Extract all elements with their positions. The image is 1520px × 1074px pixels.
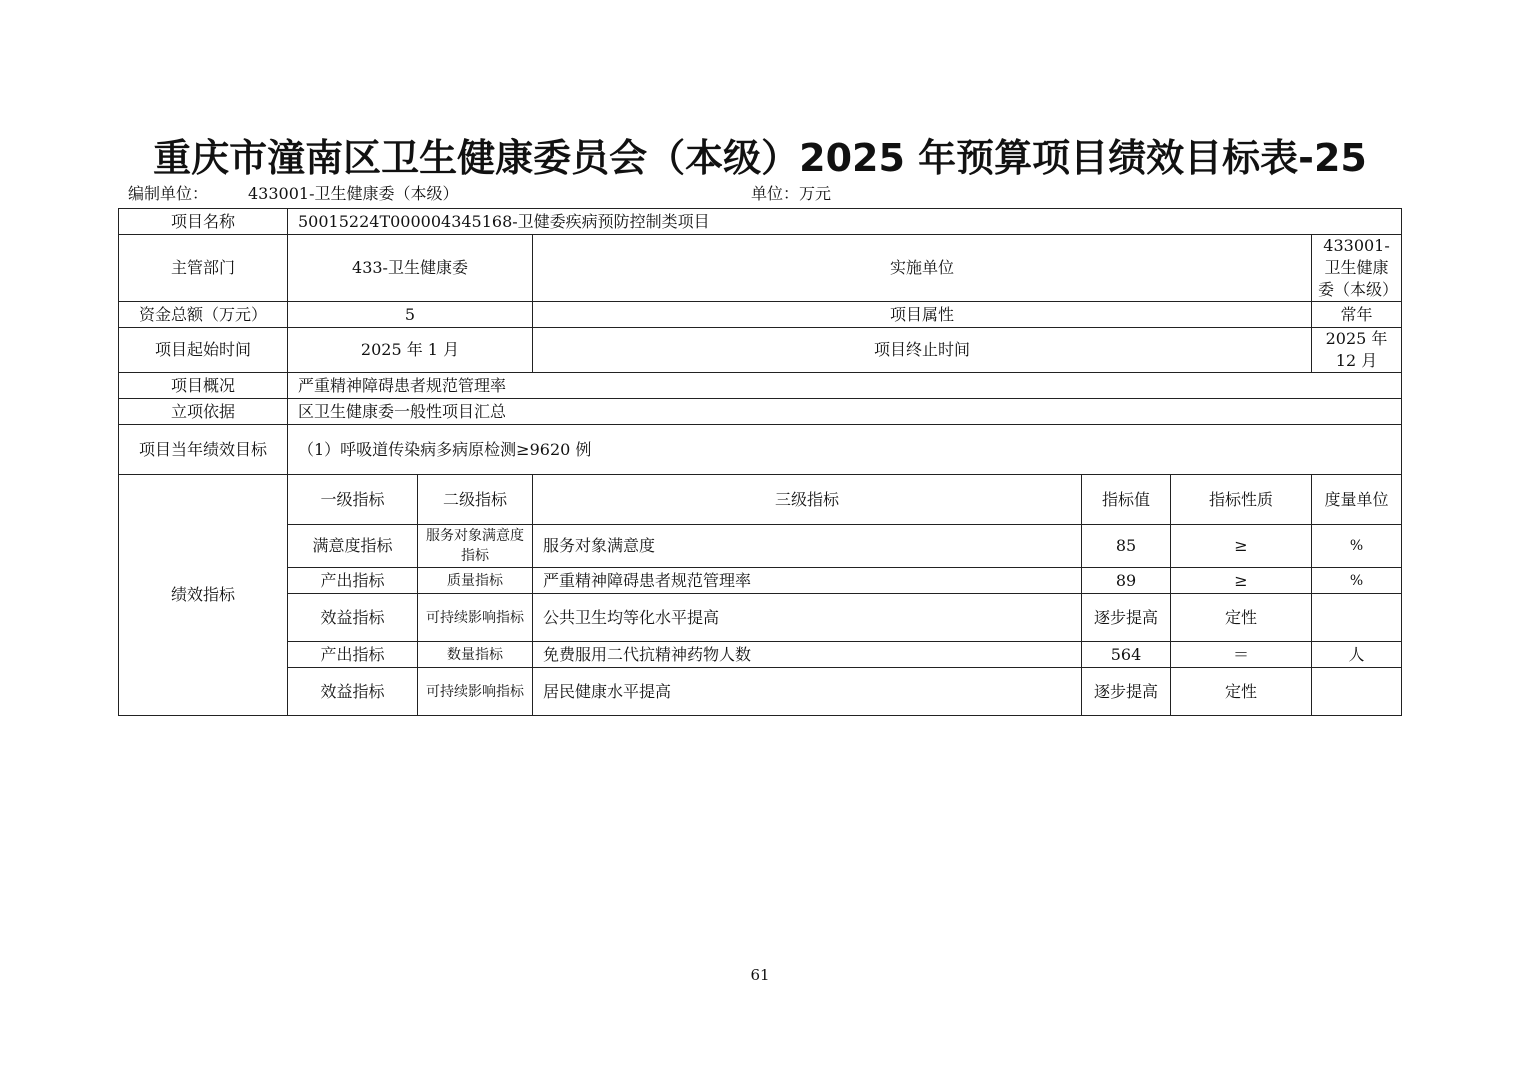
table-row	[119, 668, 1402, 716]
indicator-header-row	[119, 475, 1402, 525]
dept-label: 主管部门	[119, 235, 288, 302]
indicator-level3: 居民健康水平提高	[533, 668, 1082, 716]
indicators-section-label: 绩效指标	[119, 475, 288, 716]
indicator-level2: 服务对象满意度指标	[418, 525, 533, 568]
unit-label: 编制单位：	[128, 184, 209, 203]
row-dates	[119, 328, 1402, 373]
table-row	[119, 525, 1402, 568]
funds-label: 资金总额（万元）	[119, 302, 288, 328]
project-name-value: 50015224T000004345168-卫健委疾病预防控制类项目	[288, 209, 1402, 235]
end-value: 2025 年 12 月	[1312, 328, 1402, 373]
impl-value: 433001-卫生健康委（本级）	[1312, 235, 1402, 302]
indicator-value: 85	[1082, 525, 1171, 568]
start-value: 2025 年 1 月	[288, 328, 533, 373]
indicator-level3: 免费服用二代抗精神药物人数	[533, 642, 1082, 668]
impl-label: 实施单位	[533, 235, 1312, 302]
page-number: 61	[750, 966, 770, 984]
budget-performance-table	[118, 208, 1402, 716]
row-basis	[119, 399, 1402, 425]
basis-label: 立项依据	[119, 399, 288, 425]
overview-label: 项目概况	[119, 373, 288, 399]
indicator-level2: 数量指标	[418, 642, 533, 668]
basis-value: 区卫生健康委一般性项目汇总	[288, 399, 1402, 425]
indicator-value: 逐步提高	[1082, 668, 1171, 716]
indicator-level1: 产出指标	[288, 642, 418, 668]
indicator-nature: 定性	[1171, 668, 1312, 716]
indicator-unit: %	[1312, 525, 1402, 568]
header-unit: 度量单位	[1312, 475, 1402, 525]
indicator-nature: ＝	[1171, 642, 1312, 668]
currency-label: 单位：万元	[751, 184, 832, 203]
header-level2: 二级指标	[418, 475, 533, 525]
table-row	[119, 568, 1402, 594]
indicator-value: 564	[1082, 642, 1171, 668]
indicator-unit	[1312, 594, 1402, 642]
end-label: 项目终止时间	[533, 328, 1312, 373]
indicator-level3: 严重精神障碍患者规范管理率	[533, 568, 1082, 594]
indicator-unit: 人	[1312, 642, 1402, 668]
header-level1: 一级指标	[288, 475, 418, 525]
header-nature: 指标性质	[1171, 475, 1312, 525]
attr-value: 常年	[1312, 302, 1402, 328]
indicator-nature: ≥	[1171, 525, 1312, 568]
indicator-level2: 质量指标	[418, 568, 533, 594]
row-funds	[119, 302, 1402, 328]
funds-value: 5	[288, 302, 533, 328]
start-label: 项目起始时间	[119, 328, 288, 373]
indicator-level1: 产出指标	[288, 568, 418, 594]
indicator-level3: 服务对象满意度	[533, 525, 1082, 568]
row-department	[119, 235, 1402, 302]
unit-value: 433001-卫生健康委（本级）	[248, 184, 459, 203]
dept-value: 433-卫生健康委	[288, 235, 533, 302]
indicator-level1: 效益指标	[288, 668, 418, 716]
indicator-nature: ≥	[1171, 568, 1312, 594]
goal-label: 项目当年绩效目标	[119, 425, 288, 475]
indicator-level3: 公共卫生均等化水平提高	[533, 594, 1082, 642]
indicator-nature: 定性	[1171, 594, 1312, 642]
indicator-level2: 可持续影响指标	[418, 594, 533, 642]
indicator-value: 逐步提高	[1082, 594, 1171, 642]
row-overview	[119, 373, 1402, 399]
project-name-label: 项目名称	[119, 209, 288, 235]
indicator-value: 89	[1082, 568, 1171, 594]
overview-value: 严重精神障碍患者规范管理率	[288, 373, 1402, 399]
table-row	[119, 594, 1402, 642]
indicator-unit: %	[1312, 568, 1402, 594]
page-title: 重庆市潼南区卫生健康委员会（本级）2025 年预算项目绩效目标表-25	[153, 136, 1367, 180]
indicator-level1: 满意度指标	[288, 525, 418, 568]
attr-label: 项目属性	[533, 302, 1312, 328]
indicator-unit	[1312, 668, 1402, 716]
table-row	[119, 642, 1402, 668]
header-level3: 三级指标	[533, 475, 1082, 525]
goal-value: （1）呼吸道传染病多病原检测≥9620 例	[288, 425, 1402, 475]
row-project-name	[119, 209, 1402, 235]
row-goal	[119, 425, 1402, 475]
indicator-level2: 可持续影响指标	[418, 668, 533, 716]
header-value: 指标值	[1082, 475, 1171, 525]
indicator-level1: 效益指标	[288, 594, 418, 642]
